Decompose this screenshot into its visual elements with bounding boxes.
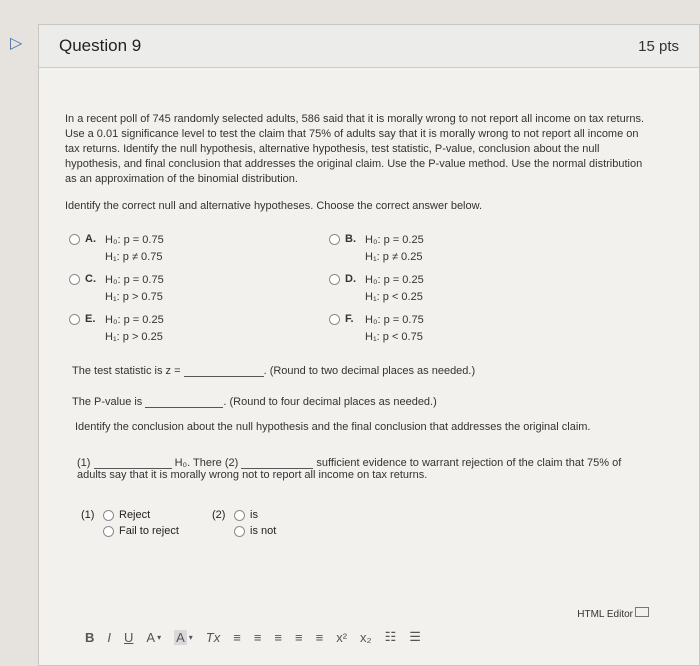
option-c-h0: H₀: p = 0.75 [105,274,164,286]
option-letter: D. [345,273,356,285]
option-b-h0: H₀: p = 0.25 [365,234,424,246]
option-letter: E. [85,313,96,325]
conclusion-sentence [77,457,657,481]
option-e-radio[interactable] [69,314,80,325]
chevron-down-icon[interactable]: ▾ [188,632,193,642]
fail-to-reject-radio[interactable] [103,526,114,537]
choices-1-label: (1) [81,509,95,521]
clear-format-icon[interactable]: Tx [205,629,221,645]
align-center-icon[interactable]: ≡ [253,629,262,645]
subscript-icon[interactable]: x₂ [360,629,372,645]
option-d[interactable] [329,272,424,306]
underline-button[interactable]: U [124,629,134,645]
option-letter: C. [85,273,96,285]
is-radio[interactable] [234,510,245,521]
question-prompt: In a recent poll of 745 randomly selected adults, 586 said that it is morally wrong to not report all income on tax returns. Use a 0.01 significance level to test the claim that 75% of adults say that it is morally wrong to not report all income on tax returns. Identify the null hypothesis, alternative hypothesis, test statistic, P-value, conclusion about the null hypothesis, and final conclusion that addresses the original claim. Use the P-value method. Use the normal distribution as an approximation of the binomial distribution. [65,113,645,185]
fail-to-reject-label[interactable]: Fail to reject [119,525,179,537]
option-c-radio[interactable] [69,274,80,285]
option-letter: F. [345,313,354,325]
option-d-radio[interactable] [329,274,340,285]
bookmark-flag-icon[interactable]: ▷ [10,35,23,52]
option-letter: A. [85,233,96,245]
question-title: Question 9 [59,36,142,55]
highlight-color-button[interactable]: A [176,629,185,645]
test-statistic-row [72,365,475,377]
test-statistic-input[interactable] [184,376,264,377]
html-editor-text: HTML Editor [577,609,633,620]
question-points: 15 pts [638,37,679,55]
option-f-h1: H₁: p < 0.75 [365,331,423,343]
test-statistic-label: The test statistic is z = [72,365,181,377]
is-not-label[interactable]: is not [250,525,277,537]
bold-button[interactable]: B [85,629,95,645]
option-e[interactable] [69,312,164,346]
align-left-icon[interactable]: ≡ [233,629,241,645]
keyboard-icon [635,607,649,617]
p-value-row [72,396,437,408]
conclusion-heading: Identify the conclusion about the null hypothesis and the final conclusion that addresses the original claim. [75,421,591,433]
editor-toolbar [85,629,434,645]
option-e-h0: H₀: p = 0.25 [105,314,164,326]
option-a-radio[interactable] [69,234,80,245]
conclusion-part1-label: (1) [77,457,91,469]
question-body [39,112,699,352]
option-f[interactable] [329,312,424,346]
question-instruction: Identify the correct null and alternative hypotheses. Choose the correct answer below. [65,200,483,212]
option-f-h0: H₀: p = 0.75 [365,314,424,326]
option-d-h0: H₀: p = 0.25 [365,274,424,286]
reject-radio[interactable] [103,510,114,521]
question-header [39,25,699,68]
p-value-input[interactable] [145,407,223,408]
is-not-radio[interactable] [234,526,245,537]
indent-icon[interactable]: ≡ [315,629,324,645]
font-color-button[interactable]: A [146,629,156,645]
hypothesis-options [65,232,673,352]
option-b[interactable] [329,232,424,266]
option-letter: B. [345,233,356,245]
option-b-h1: H₁: p ≠ 0.25 [365,251,423,263]
conclusion-line2: adults say that it is morally wrong not to report all income on tax returns. [77,469,428,481]
superscript-icon[interactable]: x² [336,629,348,645]
choices-1 [81,507,179,539]
is-label[interactable]: is [250,509,258,521]
conclusion-h0-text: H₀. There [174,457,222,469]
choices-2-label: (2) [212,509,226,521]
align-justify-icon[interactable]: ≡ [295,629,303,645]
test-statistic-note: . (Round to two decimal places as needed.) [263,365,476,377]
conclusion-tail: sufficient evidence to warrant rejection of the claim that 75% of [316,457,622,469]
reject-label[interactable]: Reject [119,509,151,521]
numbered-list-icon[interactable]: ☷ [384,629,397,644]
option-b-radio[interactable] [329,234,340,245]
option-f-radio[interactable] [329,314,340,325]
html-editor-label [577,607,649,620]
option-c-h1: H₁: p > 0.75 [105,291,163,303]
p-value-note: . (Round to four decimal places as needed.) [223,396,437,408]
option-d-h1: H₁: p < 0.25 [365,291,423,303]
italic-button[interactable]: I [107,629,112,645]
option-a-h0: H₀: p = 0.75 [105,234,164,246]
conclusion-part2-label: (2) [224,457,239,469]
option-a-h1: H₁: p ≠ 0.75 [105,251,163,263]
option-e-h1: H₁: p > 0.25 [105,331,163,343]
chevron-down-icon[interactable]: ▾ [157,632,162,642]
option-a[interactable] [69,232,164,266]
question-card [38,24,700,666]
align-right-icon[interactable]: ≡ [274,629,283,645]
bullet-list-icon[interactable]: ☰ [409,629,421,644]
choices-2 [212,507,276,539]
p-value-label: The P-value is [72,396,143,408]
option-c[interactable] [69,272,164,306]
